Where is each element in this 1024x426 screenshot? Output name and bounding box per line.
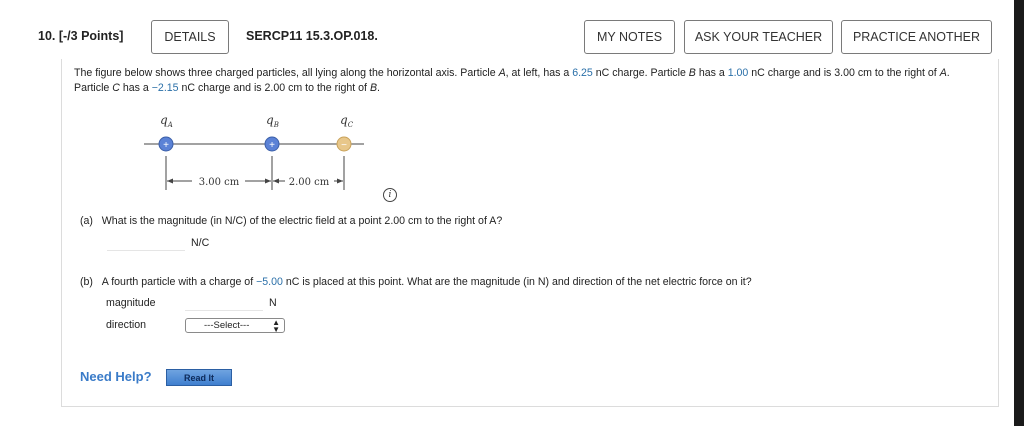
intro-text-7: has a <box>119 82 152 94</box>
practice-another-label: PRACTICE ANOTHER <box>852 30 981 44</box>
my-notes-label: MY NOTES <box>596 30 663 44</box>
part-a-question <box>80 215 502 227</box>
details-button[interactable] <box>151 20 229 54</box>
part-b-charge-value: −5.00 <box>256 276 283 288</box>
part-b-question <box>80 276 752 288</box>
info-icon[interactable]: i <box>383 188 397 202</box>
intro-text-8: nC charge and is 2.00 cm to the right of <box>178 82 370 94</box>
dim-bc-arrow-left <box>273 179 279 184</box>
label-qc: $q_C$ <box>340 113 354 129</box>
dim-bc-arrow-right <box>337 179 343 184</box>
part-a-answer-input[interactable] <box>107 235 185 251</box>
need-help-label: Need Help? <box>80 369 152 384</box>
var-a: A <box>498 67 506 79</box>
part-b-text-1: A fourth particle with a charge of <box>101 276 257 288</box>
var-b-2: B <box>369 82 378 94</box>
charge-c-value: −2.15 <box>151 82 179 94</box>
intro-text-9: . <box>377 82 380 94</box>
intro-text-6: . Particle <box>74 67 950 94</box>
window-edge <box>1014 0 1024 426</box>
charges-figure <box>142 108 372 203</box>
label-qa: $q_A$ <box>160 113 173 129</box>
intro-text-3: nC charge. Particle <box>592 67 689 79</box>
question-number: 10. [-/3 Points] <box>38 29 124 43</box>
magnitude-unit: N <box>269 297 277 309</box>
intro-text-4: has a <box>695 67 728 79</box>
direction-select[interactable] <box>185 318 285 333</box>
direction-select-value: ---Select--- <box>204 320 250 331</box>
magnitude-answer-input[interactable] <box>185 294 263 311</box>
intro-text-2: , at left, has a <box>505 67 573 79</box>
read-it-button[interactable]: Read It <box>166 369 232 386</box>
problem-statement <box>74 66 974 96</box>
part-b-text-2: nC is placed at this point. What are the magnitude (in N) and direction of the net electric force on it? <box>282 276 752 288</box>
details-label: DETAILS <box>164 30 216 44</box>
intro-text-1: The figure below shows three charged particles, all lying along the horizontal axis. Particle <box>74 67 499 79</box>
dim-ab-arrow-left <box>167 179 173 184</box>
particle-a-sign: + <box>163 140 169 151</box>
dist-ab-label: 3.00 cm <box>198 177 240 188</box>
part-b-label: (b) <box>80 276 93 288</box>
part-a-text: What is the magnitude (in N/C) of the electric field at a point 2.00 cm to the right of A? <box>101 215 503 227</box>
var-c: C <box>112 82 120 94</box>
charge-a-value: 6.25 <box>572 67 593 79</box>
part-a-unit: N/C <box>191 237 210 249</box>
part-a-label: (a) <box>80 215 93 227</box>
dist-bc-label: 2.00 cm <box>288 177 330 188</box>
ask-teacher-label: ASK YOUR TEACHER <box>694 30 823 44</box>
direction-label: direction <box>106 319 147 331</box>
particle-c-sign: − <box>341 140 347 151</box>
var-b: B <box>688 67 696 79</box>
magnitude-label: magnitude <box>106 297 156 309</box>
question-header <box>0 20 1014 56</box>
intro-text-5: nC charge and is 3.00 cm to the right of <box>748 67 940 79</box>
dim-ab-arrow-right <box>265 179 271 184</box>
practice-another-button[interactable] <box>841 20 992 54</box>
select-arrows-icon: ▲ ▼ <box>272 318 280 334</box>
label-qb: $q_B$ <box>266 113 279 129</box>
var-a-2: A <box>939 67 947 79</box>
particle-b-sign: + <box>269 140 275 151</box>
my-notes-button[interactable] <box>584 20 675 54</box>
charge-b-value: 1.00 <box>727 67 749 79</box>
ask-teacher-button[interactable] <box>684 20 833 54</box>
problem-code: SERCP11 15.3.OP.018. <box>246 29 378 43</box>
